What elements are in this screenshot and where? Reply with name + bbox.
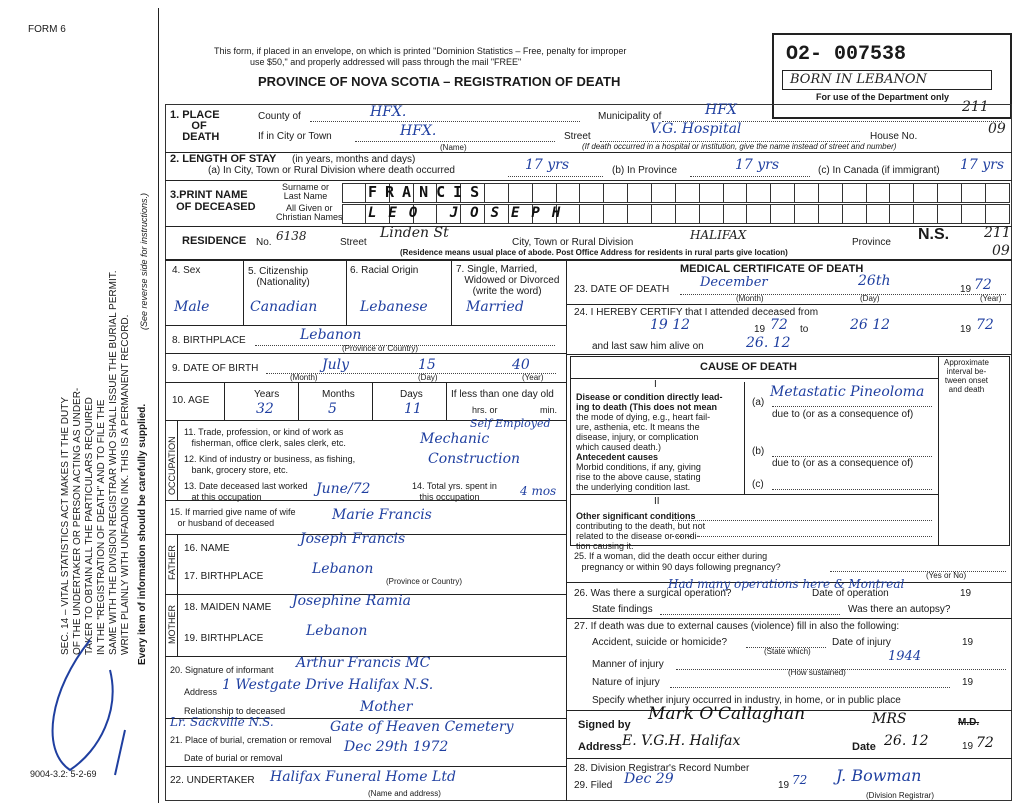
signed-date: 26. 12 xyxy=(884,733,929,749)
pregnancy-hint: (Yes or No) xyxy=(926,571,967,580)
letter-cell xyxy=(771,204,795,224)
age-days: 11 xyxy=(404,401,422,417)
burial-place: Gate of Heaven Cemetery xyxy=(330,719,514,735)
antecedent-label: Antecedent causes Morbid conditions, if any, giving rise to the above cause, stating the underlying condition last. xyxy=(576,452,701,492)
birth-year: 40 xyxy=(512,357,530,373)
informant-address-label: Address xyxy=(184,687,218,697)
residence-city: HALIFAX xyxy=(690,228,747,242)
residence-no: 6138 xyxy=(276,229,307,243)
injury-date-label: Date of injury xyxy=(832,637,891,648)
letter-cell xyxy=(938,204,962,224)
place-of-death-label: 1. PLACE OF DEATH xyxy=(170,109,220,143)
form-code: 9004-3.2: 5-2-69 xyxy=(30,769,97,779)
burial-place-label: 21. Place of burial, cremation or removal xyxy=(170,735,332,745)
mother-name-label: 18. MAIDEN NAME xyxy=(184,602,272,613)
due-to-b-label: due to (or as a consequence of) xyxy=(772,458,914,469)
residence-code-2: 09 xyxy=(992,243,1010,259)
manner-value: 1944 xyxy=(888,649,922,664)
surgery-value: Had many operations here & Montreal xyxy=(668,577,905,591)
letter-cell xyxy=(747,183,771,203)
residence-province: N.S. xyxy=(918,226,950,243)
specify-label: Specify whether injury occurred in industry, in home, or in public place xyxy=(592,695,901,706)
physician-address-label: Address xyxy=(578,741,623,753)
hours-label: hrs. or xyxy=(472,405,498,415)
filed-year: 72 xyxy=(792,773,808,787)
approx-interval-label: Approximate interval be- tween onset and death xyxy=(944,358,989,394)
cause-c-label: (c) xyxy=(752,479,764,490)
residence-province-label: Province xyxy=(852,237,891,248)
letter-cell xyxy=(700,183,724,203)
vital-statistics-notice: SEC. 14 – VITAL STATISTICS ACT MAKES IT THE DUTY OF THE UNDERTAKER OR PERSON ACTING AS UNDER- TAKER TO OBTAIN ALL THE PARTICULARS REQUIRED IN THE "REGISTRATION OF DEATH" AND TO FILE THE SAME WITH THE DIVISION REGISTRAR WHO SHALL ISSUE THE BURIAL PERMIT. WRITE PLAINLY WITH UNFADING INK. THIS IS A PERMANENT RECORD. xyxy=(60,270,131,655)
form-title: PROVINCE OF NOVA SCOTIA – REGISTRATION OF DEATH xyxy=(258,74,621,89)
letter-cell xyxy=(628,204,652,224)
age-months-label: Months xyxy=(322,389,355,400)
last-worked-label: 13. Date deceased last worked at this occupation xyxy=(184,481,308,502)
municipality-value: HFX xyxy=(705,102,737,118)
letter-cell xyxy=(771,183,795,203)
state-which-hint: (State which) xyxy=(764,647,811,656)
autopsy-label: Was there an autopsy? xyxy=(848,604,951,615)
name-hint: (Name) xyxy=(440,143,467,152)
letter-cell xyxy=(890,183,914,203)
informant-signature-label: 20. Signature of informant xyxy=(170,665,274,675)
birth-month: July xyxy=(322,357,350,373)
born-note: BORN IN LEBANON xyxy=(790,72,927,87)
findings-label: State findings xyxy=(592,604,653,615)
cause-of-death-title: CAUSE OF DEATH xyxy=(700,361,797,373)
sex-value: Male xyxy=(174,299,210,315)
street-label: Street xyxy=(564,131,591,142)
undertaker-label: 22. UNDERTAKER xyxy=(170,775,255,786)
mail-notice-1: This form, if placed in an envelope, on which is printed "Dominion Statistics – Free, penalty for improper xyxy=(214,46,627,56)
letter-cell xyxy=(986,204,1010,224)
birthplace-value: Lebanon xyxy=(300,327,362,343)
birth-day: 15 xyxy=(418,357,436,373)
surname-value[interactable]: FRANCIS xyxy=(368,183,488,201)
residence-code-1: 211 xyxy=(984,225,1011,241)
residence-no-label: No. xyxy=(256,237,272,248)
city-label: If in City or Town xyxy=(258,131,332,142)
print-name-label: 3.PRINT NAME OF DECEASED xyxy=(170,189,256,213)
physician-signature[interactable]: Mark O'Callaghan xyxy=(648,704,806,724)
house-label: House No. xyxy=(870,131,918,142)
letter-cell xyxy=(819,204,843,224)
part-i-label: I xyxy=(654,379,657,390)
burial-date-label: Date of burial or removal xyxy=(184,753,283,763)
trade-value-note: Self Employed xyxy=(470,417,551,430)
form-number: FORM 6 xyxy=(28,24,66,35)
filed-date: Dec 29 xyxy=(624,771,674,787)
manner-label: Manner of injury xyxy=(592,659,664,670)
burial-date: Dec 29th 1972 xyxy=(344,739,449,755)
letter-cell xyxy=(962,204,986,224)
total-years-label: 14. Total yrs. spent in this occupation xyxy=(412,481,497,502)
letter-cell xyxy=(724,204,748,224)
stay-city-label: (a) In City, Town or Rural Division where death occurred xyxy=(208,165,455,176)
citizenship-label: 5. Citizenship (Nationality) xyxy=(248,266,310,288)
length-of-stay-label: 2. LENGTH OF STAY xyxy=(170,153,277,165)
letter-cell xyxy=(557,183,581,203)
letter-cell xyxy=(867,183,891,203)
signed-year-prefix: 19 xyxy=(962,741,974,752)
cause-b-label: (b) xyxy=(752,446,765,457)
last-seen-label: and last saw him alive on xyxy=(592,341,704,352)
attended-to-label: to xyxy=(800,324,809,335)
death-day: 26th xyxy=(858,273,891,289)
undertaker-value: Halifax Funeral Home Ltd xyxy=(270,769,456,785)
place-code: 09 xyxy=(988,121,1006,137)
physician-address: E. V.G.H. Halifax xyxy=(622,733,741,749)
last-seen: 26. 12 xyxy=(746,335,791,351)
letter-cell xyxy=(485,183,509,203)
county-label: County of xyxy=(258,111,301,122)
margin-scribble xyxy=(30,600,140,790)
registration-number: O2- 007538 xyxy=(786,43,907,66)
age-label: 10. AGE xyxy=(172,395,210,406)
birthplace-label: 8. BIRTHPLACE xyxy=(172,335,246,346)
injury-year-prefix: 19 xyxy=(962,637,974,648)
letter-cell xyxy=(914,204,938,224)
attended-to-year: 72 xyxy=(976,317,994,333)
stay-canada-value: 17 yrs xyxy=(960,157,1005,173)
registrar-signature: J. Bowman xyxy=(836,766,922,785)
letter-cell xyxy=(819,183,843,203)
informant-signature: Arthur Francis MC xyxy=(296,655,431,671)
mother-side-label: MOTHER xyxy=(167,605,177,644)
death-month: December xyxy=(700,275,768,290)
letter-cell xyxy=(604,204,628,224)
direct-cause-label: Disease or condition directly lead- ing to death (This does not mean the mode of dying, e.g., heart fail- ure, asthenia, etc. It means the disease, injury, or complication which caused death.) xyxy=(576,392,723,452)
age-months: 5 xyxy=(328,401,337,417)
letter-cell xyxy=(676,183,700,203)
marital-status-label: 7. Single, Married, Widowed or Divorced (write the word) xyxy=(456,264,560,297)
less-than-day-label: If less than one day old xyxy=(451,389,554,400)
operation-date-label: Date of operation xyxy=(812,588,889,599)
burial-place-2: Lr. Sackville N.S. xyxy=(170,715,274,729)
industry-label: 12. Kind of industry or business, as fishing, bank, grocery store, etc. xyxy=(184,454,356,475)
letter-cell xyxy=(962,183,986,203)
other-conditions-label: Other significant conditions contributing to the death, but not related to the disease or condi- tion causing it. xyxy=(576,511,706,551)
letter-cell xyxy=(533,183,557,203)
left-rule xyxy=(158,8,159,803)
nature-label: Nature of injury xyxy=(592,677,660,688)
letter-cell xyxy=(986,183,1010,203)
industry-value: Construction xyxy=(428,451,521,467)
registrar-hint: (Division Registrar) xyxy=(866,791,935,800)
attended-from-year: 72 xyxy=(770,317,788,333)
letter-cell xyxy=(580,204,604,224)
relationship-value: Mother xyxy=(360,699,413,715)
age-days-label: Days xyxy=(400,389,423,400)
trade-value: Mechanic xyxy=(420,431,490,447)
cause-a-value: Metastatic Pineoloma xyxy=(770,384,925,400)
father-birthplace-hint: (Province or Country) xyxy=(386,577,463,586)
letter-cell xyxy=(580,183,604,203)
dept-use-label: For use of the Department only xyxy=(816,92,950,102)
letter-cell xyxy=(843,204,867,224)
county-value: HFX. xyxy=(370,104,407,120)
letter-cell xyxy=(747,204,771,224)
letter-cell xyxy=(676,204,700,224)
accident-label: Accident, suicide or homicide? xyxy=(592,637,728,648)
attended-from: 19 12 xyxy=(650,317,691,333)
part-ii-label: II xyxy=(654,496,660,507)
signed-date-label: Date xyxy=(852,741,876,753)
operation-year-prefix: 19 xyxy=(960,588,972,599)
letter-cell xyxy=(628,183,652,203)
letter-cell xyxy=(890,204,914,224)
father-birthplace: Lebanon xyxy=(312,561,374,577)
md-label: M.D. xyxy=(958,717,980,728)
racial-origin-value: Lebanese xyxy=(360,299,428,315)
physician-degree: MRS xyxy=(872,711,907,727)
death-month-hint: (Month) xyxy=(736,294,764,303)
given-names-label: All Given or Christian Names xyxy=(276,203,343,222)
letter-cell xyxy=(795,183,819,203)
spouse-value: Marie Francis xyxy=(332,507,432,523)
stay-province-value: 17 yrs xyxy=(735,157,780,173)
birth-month-hint: (Month) xyxy=(290,373,318,382)
certify-label: 24. I HEREBY CERTIFY that I attended deceased from xyxy=(574,307,819,318)
letter-cell xyxy=(724,183,748,203)
residence-street-label: Street xyxy=(340,237,367,248)
residence-note: (Residence means usual place of abode. Post Office Address for residents in rural parts give location) xyxy=(400,248,788,257)
city-value: HFX. xyxy=(400,123,437,139)
letter-cell xyxy=(604,183,628,203)
relationship-label: Relationship to deceased xyxy=(184,706,286,716)
filed-label: 29. Filed xyxy=(574,780,613,791)
death-year-hint: (Year) xyxy=(980,294,1002,303)
signed-by-label: Signed by xyxy=(578,719,631,731)
residence-street: Linden St xyxy=(380,225,449,241)
mother-name: Josephine Ramia xyxy=(292,593,412,609)
residence-city-label: City, Town or Rural Division xyxy=(512,237,634,248)
spouse-label: 15. If married give name of wife or husband of deceased xyxy=(170,507,296,528)
instructions-note: (See reverse side for instructions.) xyxy=(139,192,149,330)
nature-year-prefix: 19 xyxy=(962,677,974,688)
pregnancy-label: 25. If a woman, did the death occur either during pregnancy or within 90 days following pregnancy? xyxy=(574,551,781,572)
sex-label: 4. Sex xyxy=(172,265,201,276)
informant-address: 1 Westgate Drive Halifax N.S. xyxy=(222,677,434,693)
attended-to-year-prefix: 19 xyxy=(960,324,972,335)
occupation-side-label: OCCUPATION xyxy=(167,436,177,495)
information-note: Every item of information should be carefully supplied. xyxy=(137,403,148,665)
letter-cell xyxy=(867,204,891,224)
letter-cell xyxy=(342,204,366,224)
citizenship-value: Canadian xyxy=(250,299,318,315)
registrar-record-label: 28. Division Registrar's Record Number xyxy=(574,763,750,774)
date-of-death-label: 23. DATE OF DEATH xyxy=(574,284,670,295)
dept-code-1: 211 xyxy=(962,99,989,115)
undertaker-hint: (Name and address) xyxy=(368,789,441,798)
letter-cell xyxy=(342,183,366,203)
residence-label: RESIDENCE xyxy=(182,235,247,247)
death-day-hint: (Day) xyxy=(860,294,880,303)
father-name: Joseph Francis xyxy=(300,531,406,547)
letter-cell xyxy=(509,183,533,203)
surgery-label: 26. Was there a surgical operation? xyxy=(574,588,732,599)
letter-cell xyxy=(700,204,724,224)
cause-a-label: (a) xyxy=(752,397,765,408)
stay-canada-label: (c) In Canada (if immigrant) xyxy=(818,165,940,176)
filed-year-prefix: 19 xyxy=(778,780,790,791)
birth-year-hint: (Year) xyxy=(522,373,544,382)
last-worked-value: June/72 xyxy=(316,481,371,497)
death-year: 72 xyxy=(974,277,992,293)
municipality-label: Municipality of xyxy=(598,111,662,122)
racial-origin-label: 6. Racial Origin xyxy=(350,265,419,276)
father-name-label: 16. NAME xyxy=(184,543,230,554)
street-value: V.G. Hospital xyxy=(650,121,742,137)
age-years-label: Years xyxy=(254,389,280,400)
given-names-value[interactable]: LEO JOSEPH xyxy=(368,205,573,221)
mother-birthplace: Lebanon xyxy=(306,623,368,639)
birthplace-hint: (Province or Country) xyxy=(342,344,419,353)
attended-from-year-prefix: 19 xyxy=(754,324,766,335)
due-to-a-label: due to (or as a consequence of) xyxy=(772,409,914,420)
trade-label: 11. Trade, profession, or kind of work as fisherman, office clerk, sales clerk, etc. xyxy=(184,427,346,448)
letter-cell xyxy=(795,204,819,224)
how-sustained-hint: (How sustained) xyxy=(788,668,846,677)
death-year-prefix: 19 xyxy=(960,284,972,295)
attended-to: 26 12 xyxy=(850,317,891,333)
minutes-label: min. xyxy=(540,405,558,415)
letter-cell xyxy=(938,183,962,203)
letter-cell xyxy=(652,183,676,203)
medical-certificate-title: MEDICAL CERTIFICATE OF DEATH xyxy=(680,263,864,275)
father-birthplace-label: 17. BIRTHPLACE xyxy=(184,571,264,582)
birth-day-hint: (Day) xyxy=(418,373,438,382)
marital-status-value: Married xyxy=(466,299,524,315)
letter-cell xyxy=(843,183,867,203)
institution-note: (If death occurred in a hospital or institution, give the name instead of street and number) xyxy=(582,142,897,151)
letter-cell xyxy=(914,183,938,203)
mail-notice-2: use $50," and properly addressed will pass through the mail "FREE" xyxy=(250,57,522,67)
signed-year: 72 xyxy=(976,735,994,751)
age-years: 32 xyxy=(256,401,274,417)
stay-province-label: (b) In Province xyxy=(612,165,678,176)
total-years-value: 4 mos xyxy=(520,484,557,498)
letter-cell xyxy=(652,204,676,224)
surname-label: Surname or Last Name xyxy=(282,182,330,201)
mother-birthplace-label: 19. BIRTHPLACE xyxy=(184,633,264,644)
length-of-stay-sub: (in years, months and days) xyxy=(292,154,416,165)
external-causes-label: 27. If death was due to external causes (violence) fill in also the following: xyxy=(574,621,900,632)
stay-city-value: 17 yrs xyxy=(525,157,570,173)
father-side-label: FATHER xyxy=(167,545,177,580)
date-of-birth-label: 9. DATE OF BIRTH xyxy=(172,363,259,374)
